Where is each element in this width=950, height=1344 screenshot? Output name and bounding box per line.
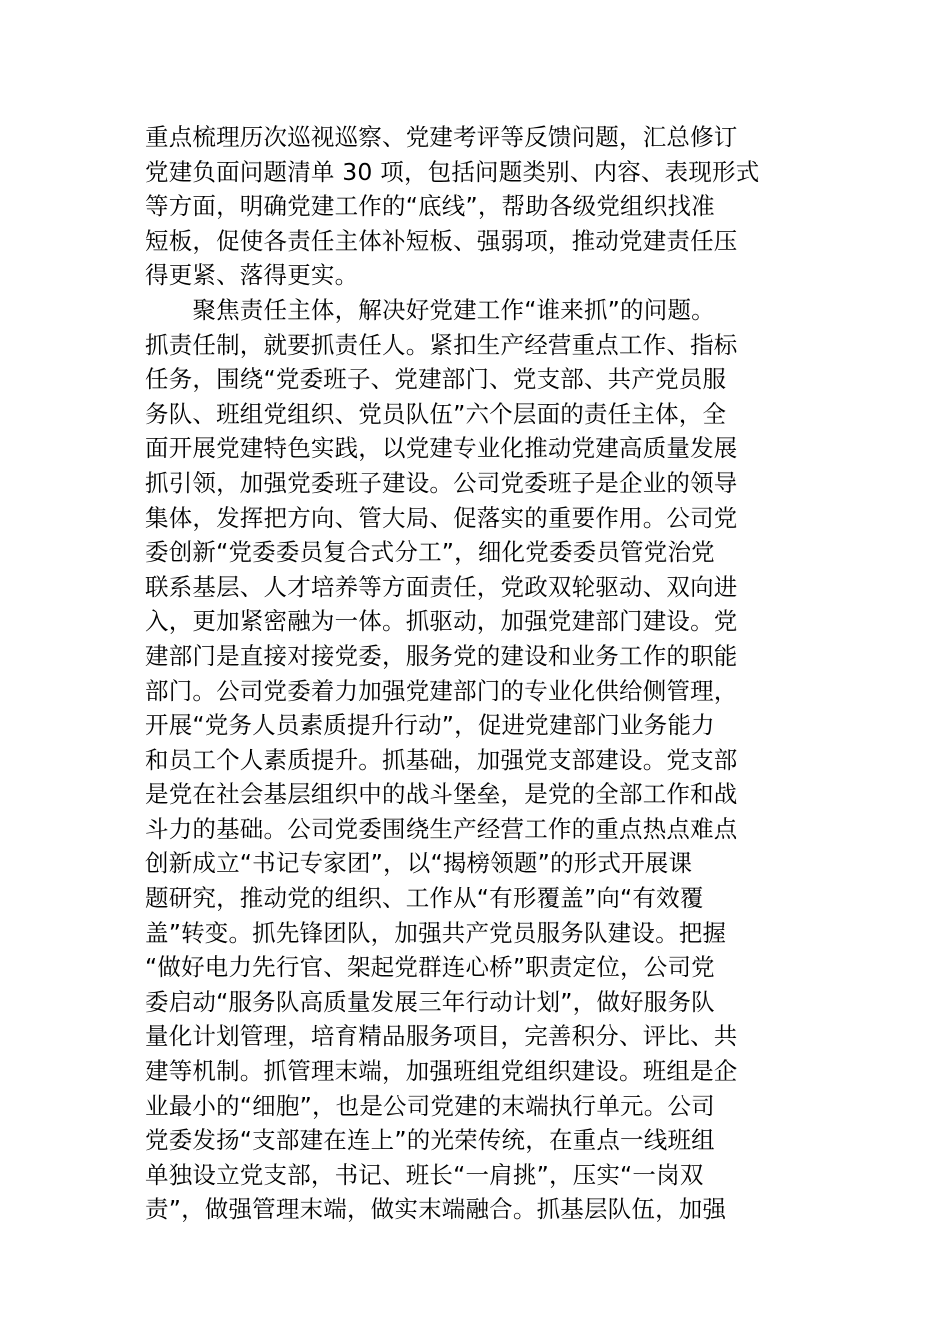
text-line: 集体，发挥把方向、管大局、促落实的重要作用。公司党 — [145, 503, 738, 532]
text-line: 聚焦责任主体，解决好党建工作“谁来抓”的问题。 — [145, 295, 715, 324]
text-line: 党建负面问题清单 30 项，包括问题类别、内容、表现形式 — [145, 157, 760, 186]
text-line: 开展“党务人员素质提升行动”，促进党建部门业务能力 — [145, 711, 715, 740]
text-line: 是党在社会基层组织中的战斗堡垒，是党的全部工作和战 — [145, 780, 738, 809]
text-line: 创新成立“书记专家团”，以“揭榜领题”的形式开展课 — [145, 849, 693, 878]
text-line: 业最小的“细胞”，也是公司党建的末端执行单元。公司 — [145, 1091, 715, 1120]
text-line: 任务，围绕“党委班子、党建部门、党支部、共产党员服 — [145, 365, 727, 394]
text-line: 面开展党建特色实践，以党建专业化推动党建高质量发展 — [145, 434, 738, 463]
text-line: 和员工个人素质提升。抓基础，加强党支部建设。党支部 — [145, 745, 738, 774]
text-line: 责”，做强管理末端，做实末端融合。抓基层队伍，加强 — [145, 1195, 727, 1224]
text-line: 建部门是直接对接党委，服务党的建设和业务工作的职能 — [145, 641, 738, 670]
text-line: 建等机制。抓管理末端，加强班组党组织建设。班组是企 — [145, 1057, 738, 1086]
text-line: 短板，促使各责任主体补短板、强弱项，推动党建责任压 — [145, 226, 738, 255]
text-line: 部门。公司党委着力加强党建部门的专业化供给侧管理， — [145, 676, 738, 705]
text-line: “做好电力先行官、架起党群连心桥”职责定位，公司党 — [145, 953, 715, 982]
text-line: 重点梳理历次巡视巡察、党建考评等反馈问题，汇总修订 — [145, 123, 738, 151]
text-line: 等方面，明确党建工作的“底线”，帮助各级党组织找准 — [145, 192, 715, 221]
text-line: 入，更加紧密融为一体。抓驱动，加强党建部门建设。党 — [145, 607, 738, 636]
text-line: 盖”转变。抓先锋团队，加强共产党员服务队建设。把握 — [145, 918, 727, 947]
body-text — [145, 120, 805, 1227]
text-line: 单独设立党支部，书记、班长“一肩挑”，压实“一岗双 — [145, 1160, 704, 1189]
text-line: 得更紧、落得更实。 — [145, 261, 359, 290]
text-line: 题研究，推动党的组织、工作从“有形覆盖”向“有效覆 — [145, 884, 704, 913]
text-line: 党委发扬“支部建在连上”的光荣传统，在重点一线班组 — [145, 1126, 715, 1155]
text-line: 量化计划管理，培育精品服务项目，完善积分、评比、共 — [145, 1022, 738, 1051]
text-line: 抓责任制，就要抓责任人。紧扣生产经营重点工作、指标 — [145, 330, 738, 359]
text-line: 委启动“服务队高质量发展三年行动计划”，做好服务队 — [145, 987, 715, 1016]
text-line: 抓引领，加强党委班子建设。公司党委班子是企业的领导 — [145, 468, 738, 497]
text-line: 联系基层、人才培养等方面责任，党政双轮驱动、双向进 — [145, 572, 738, 601]
text-line: 务队、班组党组织、党员队伍”六个层面的责任主体，全 — [145, 399, 727, 428]
text-line: 委创新“党委委员复合式分工”，细化党委委员管党治党 — [145, 538, 715, 567]
text-line: 斗力的基础。公司党委围绕生产经营工作的重点热点难点 — [145, 814, 738, 843]
